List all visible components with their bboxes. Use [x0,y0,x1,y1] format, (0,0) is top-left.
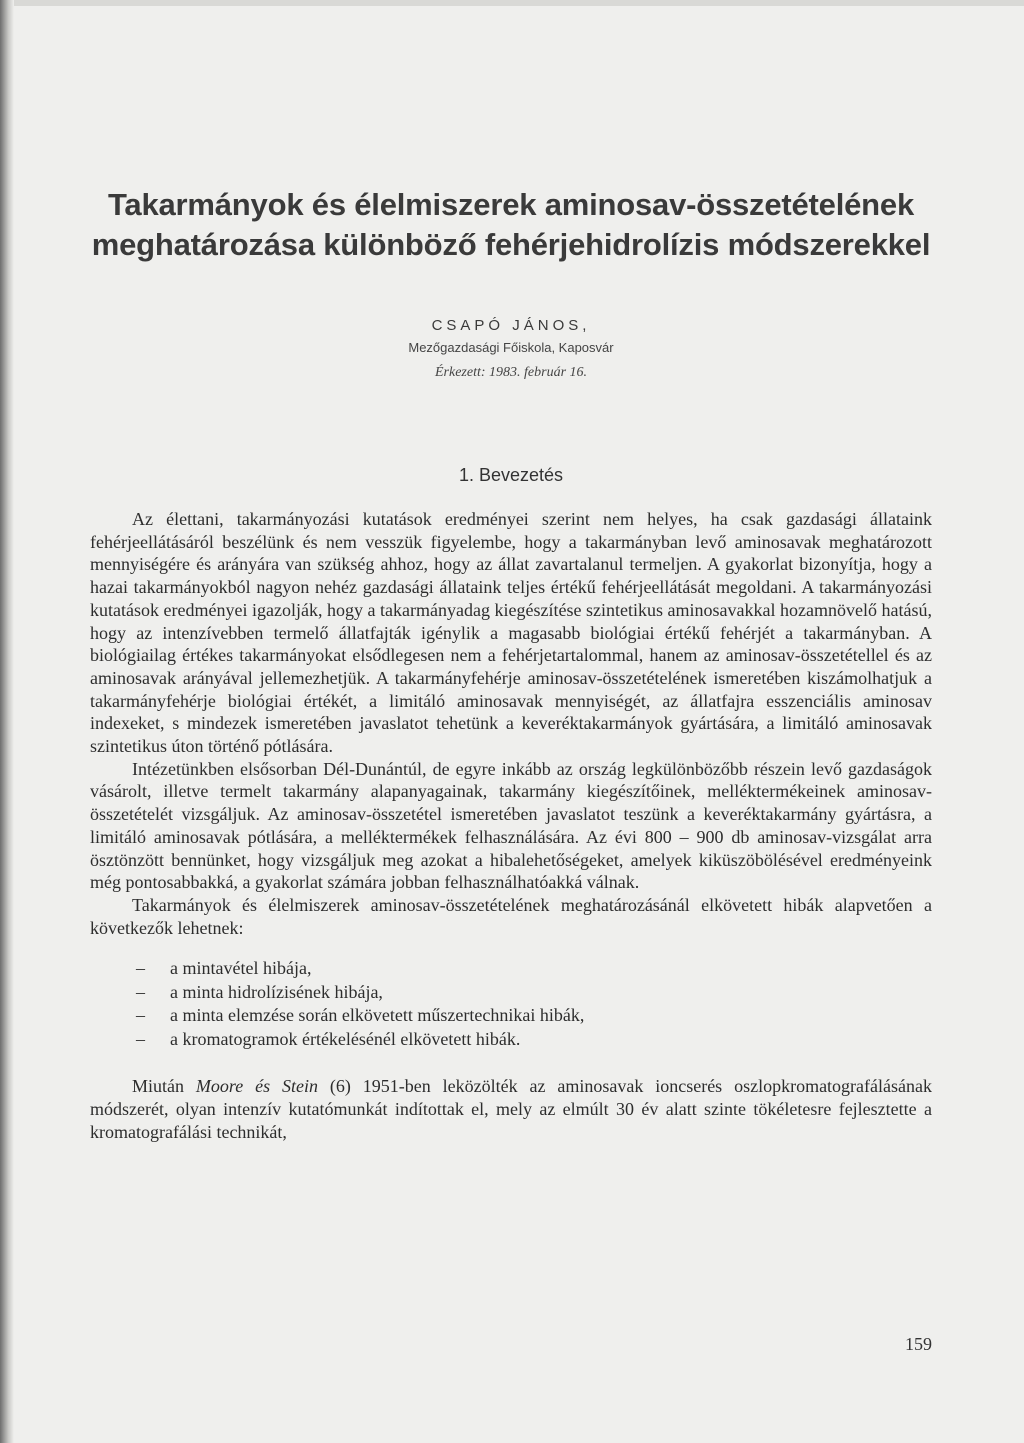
list-dash: – [136,1028,145,1049]
author-affiliation: Mezőgazdasági Főiskola, Kaposvár [408,340,614,355]
paragraph-4 [90,1075,932,1143]
page-top-edge [0,0,1024,6]
title-line-1: Takarmányok és élelmiszerek aminosav-összetételének [107,187,914,222]
list-item [136,981,932,1005]
paragraph-4-rest: (6) 1951-ben leközölték az aminosavak ioncserés oszlopkromatografálásának módszerét, olyan intenzív kutatómunkát indítottak el, mely az elmúlt 30 év alatt szinte tökéletesre fejlesztette a kromatografálási technikát, [90,1076,932,1142]
list-item [136,957,932,981]
list-dash: – [136,1005,145,1026]
list-item [136,1028,932,1052]
page-binding-shadow [0,0,14,1443]
received-date: Érkezett: 1983. február 16. [434,365,588,380]
paragraph-3: Takarmányok és élelmiszerek aminosav-összetételének meghatározásánál elkövetett hibák alapvetően a következők lehetnek: [90,894,932,938]
list-dash: – [136,981,145,1002]
error-list [90,957,932,1051]
author-name: CSAPÓ JÁNOS, [431,317,591,334]
paragraph-1: Az élettani, takarmányozási kutatások eredményei szerint nem helyes, ha csak gazdasági állataink fehérjeellátásáról beszélünk és nem vesszük figyelembe, hogy a takarmányban levő aminosavak meghatározott mennyiségére és arányára van szükség ahhoz, hogy az állat zavartalanul termeljen. A gyakorlat bizonyítja, hogy a hazai takarmányokból nagyon nehéz gazdasági állataink teljes értékű fehérjeellátását megoldani. A takarmányozási kutatások eredményei igazolják, hogy a takarmányadag kiegészítése szintetikus aminosavakkal hozamnövelő hatású, hogy az intenzívebben termelő állatfajták igénylik a magasabb biológiai értékű fehérjét a takarmányban. A biológiailag értékes takarmányokat elsődlegesen nem a fehérjetartalommal, hanem az aminosav-összetétellel és az aminosavak arányával jellemezhetjük. A takarmányfehérje aminosav-összetételének ismeretében kiszámolhatjuk a takarmányfehérje biológiai értékét, a limitáló aminosavak mennyiségét, az állatfajra esszenciális aminosav indexeket, s mindezek ismeretében javaslatot tehetünk a keveréktakarmányok gyártására, a limitáló aminosavak szintetikus úton történő pótlására. [90,509,932,757]
title-line-2: meghatározása különböző fehérjehidrolízis módszerekkel [91,227,931,262]
article-body [90,185,932,1143]
list-dash: – [136,958,145,979]
page-number: 159 [905,1334,932,1354]
article-title [90,185,932,265]
paragraph-2: Intézetünkben elsősorban Dél-Dunántúl, de egyre inkább az ország legkülönbözőbb részein levő gazdaságok vásárolt, illetve termelt takarmány alapanyagainak, takarmány kiegészítőinek, melléktermékeinek aminosav-összetételét vizsgáljuk. Az aminosav-összetétel ismeretében javaslatot teszünk a keveréktakarmány gyártásra, a limitáló aminosavak pótlására, a melléktermékek felhasználására. Az évi 800 – 900 db aminosav-vizsgálat arra ösztönzött bennünket, hogy vizsgáljuk meg azokat a hibalehetőségeket, amelyek kiküszöbölésével eredményeink még pontosabbakká, a gyakorlat számára jobban felhasználhatóakká válnak. [90,758,932,893]
list-item-text: a kromatogramok értékelésénél elkövetett hibák. [170,1028,521,1049]
section-heading: 1. Bevezetés [458,465,564,485]
list-item-text: a mintavétel hibája, [170,958,312,979]
list-item-text: a minta elemzése során elkövetett műszertechnikai hibák, [170,1005,585,1026]
paragraph-4-start: Miután [132,1076,196,1097]
list-item [136,1004,932,1028]
list-item-text: a minta hidrolízisének hibája, [170,981,383,1002]
cited-authors: Moore és Stein [195,1076,318,1097]
